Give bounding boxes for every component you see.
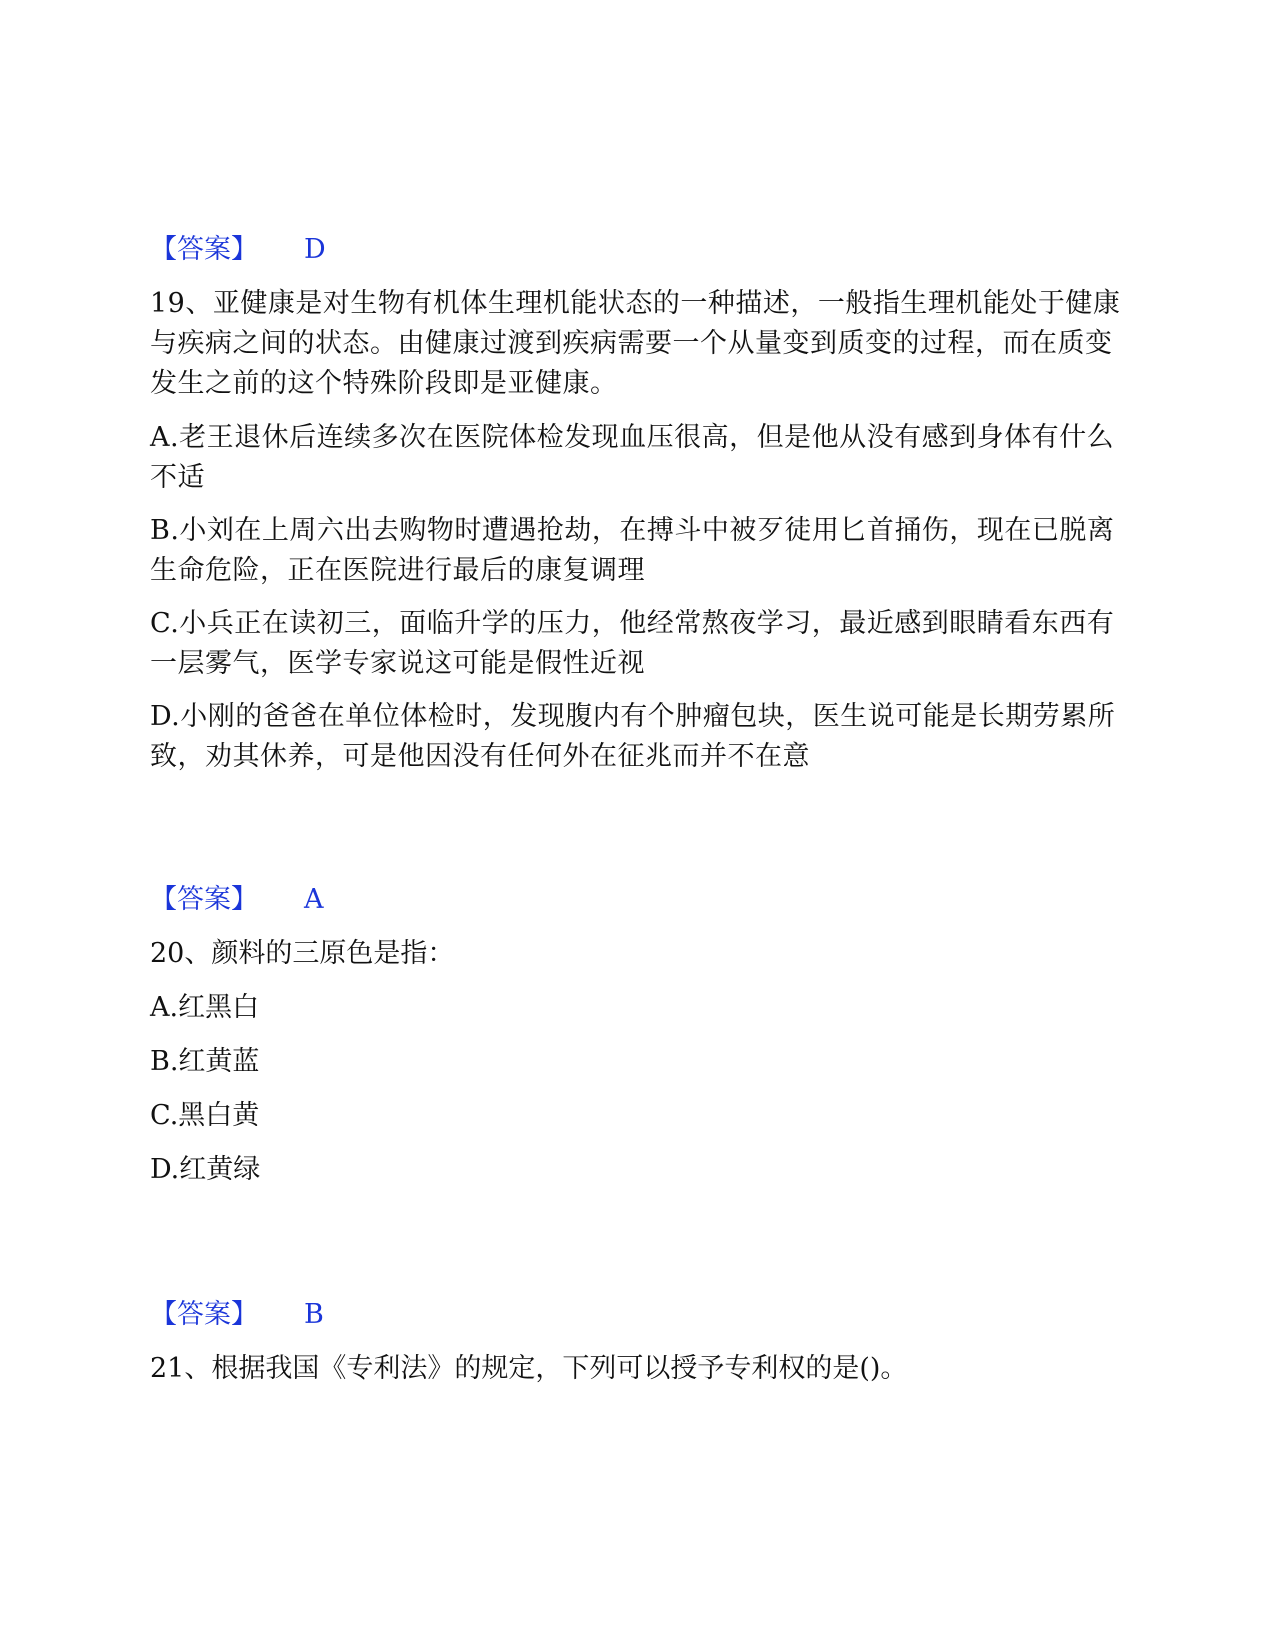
answer-label: 【答案】 [150, 884, 258, 915]
question-21-stem: 21、根据我国《专利法》的规定，下列可以授予专利权的是()。 [150, 1353, 908, 1384]
question-20-option-a: A.红黑白 [150, 992, 260, 1023]
question-19-option-b: B.小刘在上周六出去购物时遭遇抢劫，在搏斗中被歹徒用匕首捅伤，现在已脱离生命危险，正在医院进行最后的康复调理 [150, 515, 1115, 586]
question-19-option-c: C.小兵正在读初三，面临升学的压力，他经常熬夜学习，最近感到眼睛看东西有一层雾气，医学专家说这可能是假性近视 [150, 608, 1115, 679]
question-19-stem: 19、亚健康是对生物有机体生理机能状态的一种描述，一般指生理机能处于健康与疾病之间的状态。由健康过渡到疾病需要一个从量变到质变的过程，而在质变发生之前的这个特殊阶段即是亚健康。 [150, 288, 1121, 399]
question-20-option-c: C.黑白黄 [150, 1100, 260, 1131]
answer-value: A [304, 884, 324, 915]
answer-value: D [304, 234, 326, 265]
question-20-option-b: B.红黄蓝 [150, 1046, 260, 1077]
question-19-option-d: D.小刚的爸爸在单位体检时，发现腹内有个肿瘤包块，医生说可能是长期劳累所致，劝其休养，可是他因没有任何外在征兆而并不在意 [150, 701, 1116, 772]
question-20-option-d: D.红黄绿 [150, 1154, 261, 1185]
answer-line-20 [150, 1297, 324, 1333]
answer-label: 【答案】 [150, 1299, 258, 1330]
answer-line-18 [150, 232, 326, 268]
answer-line-19 [150, 882, 324, 918]
question-19-option-a: A.老王退休后连续多次在医院体检发现血压很高，但是他从没有感到身体有什么不适 [150, 422, 1115, 493]
question-20-stem: 20、颜料的三原色是指： [150, 938, 455, 969]
answer-label: 【答案】 [150, 234, 258, 265]
answer-value: B [304, 1299, 324, 1330]
